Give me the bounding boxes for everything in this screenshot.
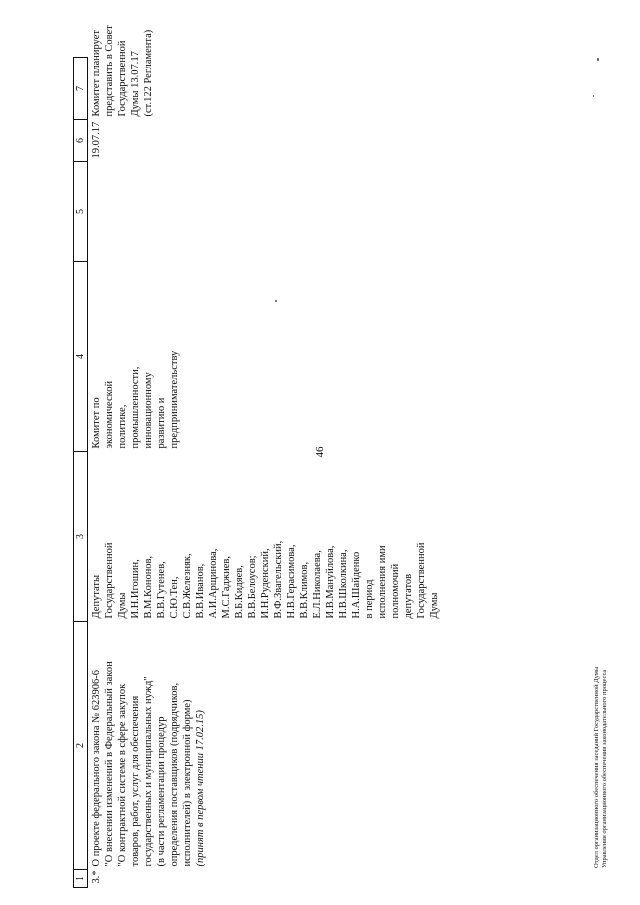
column-5-cell — [88, 162, 442, 262]
col-header-1: 1 — [74, 870, 88, 888]
col-header-7: 7 — [74, 58, 88, 120]
scan-speck — [275, 300, 277, 302]
committee-date: 19.07.17 — [91, 121, 102, 159]
col-header-4: 4 — [74, 262, 88, 452]
footnote-department: Отдел организационного обеспечения заседаний Государственной Думы Управления организационного обеспечения законодательного процесса — [593, 666, 608, 868]
table-row — [88, 58, 442, 888]
scan-speck — [597, 58, 599, 61]
bill-description: О проекте федерального закона № 623906-6 "О внесении изменений в Федеральный закон "О контрактной системе в сфере закупок товаров, работ, услуг для обеспечения государственных и муниципальных нужд" (в части регламентации процедур определения поставщиков (подрядчиков, исполнителей) в электронной форме) — [91, 661, 193, 867]
scan-speck — [593, 95, 594, 97]
col-header-3: 3 — [74, 452, 88, 622]
row-number: 3.* — [91, 870, 102, 884]
col-header-6: 6 — [74, 120, 88, 162]
rotated-page-content — [73, 25, 640, 888]
col-header-5: 5 — [74, 162, 88, 262]
col-header-2: 2 — [74, 622, 88, 870]
header-row — [74, 58, 88, 888]
committee-notes: Комитет планирует представить в Совет Государственной Думы 13.07.17 (ст.122 Регламента) — [91, 25, 154, 117]
bill-first-reading-note: (принят в первом чтении 17.02.15) — [195, 710, 206, 867]
page-number: 46 — [314, 446, 326, 458]
bill-description-cell — [88, 622, 442, 870]
bills-table — [73, 25, 441, 888]
bill-authors: Депутаты Государственной Думы И.Н.Игошин, В.М.Кононов, В.В.Гутенев, С.Ю.Тен, С.В.Железняк, В.В.Иванов, А.И.Арщинова, М.С.Гаджиев, В.Б.Кидяев, В.В.Белоусов; И.Н.Руденский, В.Ф.Звагельский, Н.В.Герасимова, В.В.Климов, Е.Л.Николаева, И.В.Мануйлова, Н.В.Школкина, Н.А.Шайденко в период исполнения ими полномочий депутатов Государственной Думы — [91, 540, 440, 619]
responsible-committee: Комитет по экономической политике, промышленности, инновационному развитию и предпринимательству — [91, 350, 180, 449]
